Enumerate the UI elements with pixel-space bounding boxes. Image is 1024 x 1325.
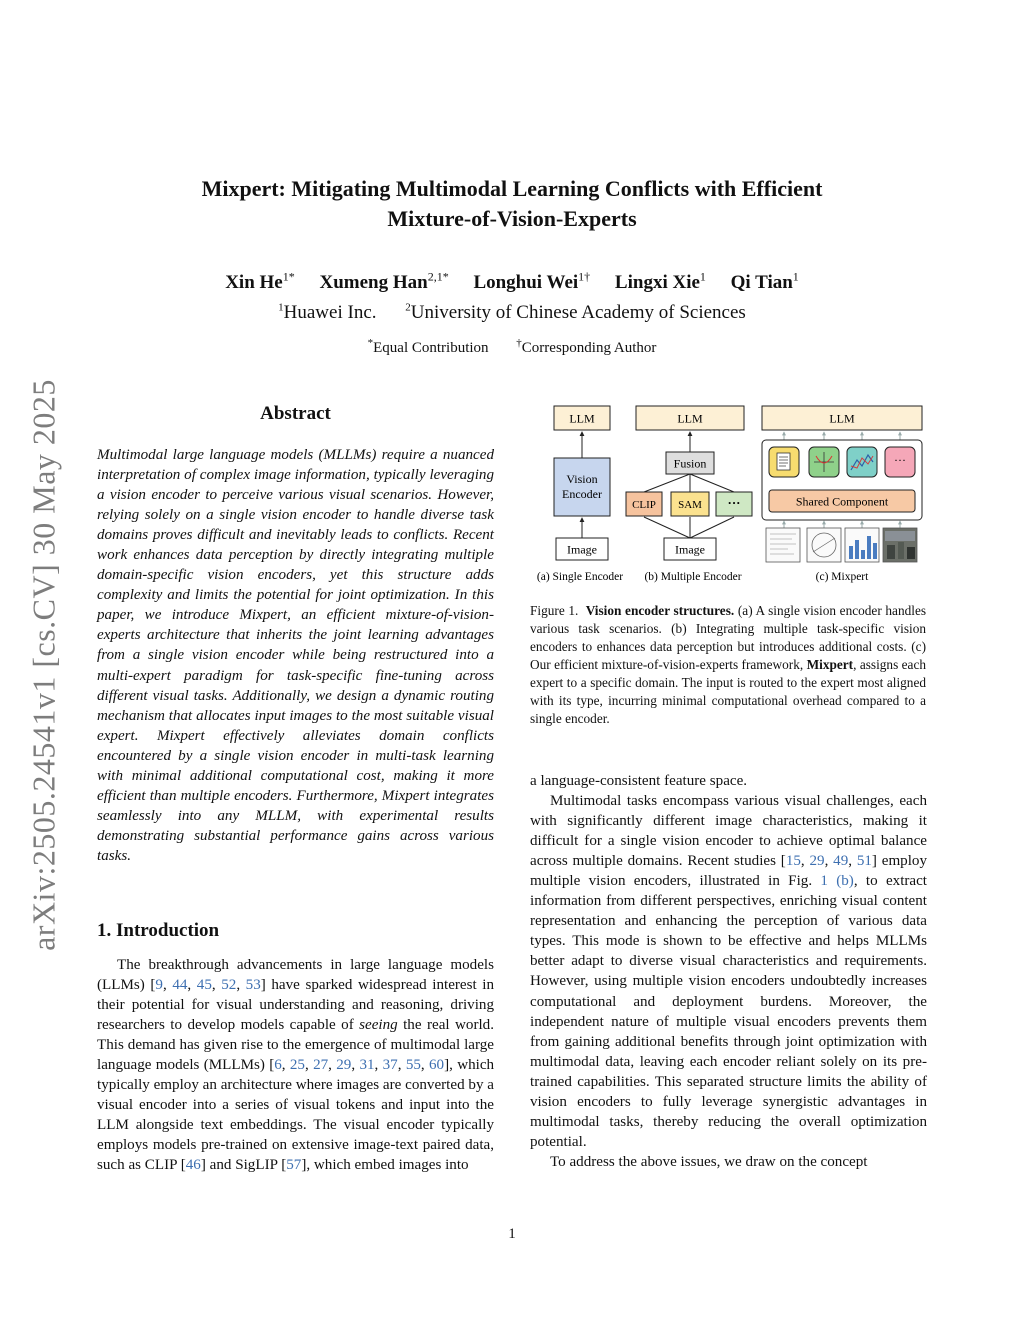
text-run: Multimodal tasks encompass various visual challenges, each with significantly different image characteristics, making it difficult for a single vision encoder to achieve optimal balance across multiple domains. Recent studies [ [530,793,927,870]
citation-link[interactable]: 31 [359,1057,375,1074]
text-run: ] have sparked widespread interest in their potential for visual understanding and reasoning, driving researchers to develop models capable of [97,977,495,1034]
page-number: 1 [508,1226,516,1242]
other-encoder-label: ··· [727,495,741,510]
citation-link[interactable]: 27 [313,1057,329,1074]
text-run: ], which embed images into [301,1157,469,1174]
citation-link[interactable]: 15 [785,853,801,870]
note-text: Corresponding Author [521,340,657,356]
author [615,272,706,293]
figure-number: Figure 1. [530,603,579,618]
citation-link[interactable]: 49 [833,853,849,870]
clip-label: CLIP [632,499,656,511]
image-label: Image [567,542,597,557]
paragraph: To address the above issues, we draw on the concept [550,1153,868,1170]
encoder-label-line1: Vision [566,472,598,486]
author-mark: 1 [792,270,799,284]
author [731,272,799,293]
introduction-body [97,955,494,1176]
fusion-label: Fusion [673,456,707,471]
caption-mixpert: Mixpert [806,657,854,672]
note-mark: * [367,337,374,349]
citation-link[interactable]: 46 [185,1157,201,1174]
citation-link[interactable]: 6 [274,1057,282,1074]
note-mark: † [516,337,522,349]
affiliation-name: Huawei Inc. [283,302,377,324]
text-run: , to extract information from different perspectives, enriching visual content representation and enhancing the perception of various data types. This mode is shown to be effective and helps MLLMs better adapt to diverse visual characteristics and requirements. However, using multiple vision encoders undoubtedly increases computational and deployment burdens. Moreover, the independent nature of multiple visual encoders prevents them from gaining additional benefits through joint optimization with multimodal data, leaving each encoder reliant solely on its pre-trained capabilities. This separated structure limits the ability of vision encoders to fully leverage synergistic advantages in multimodal tasks, thereby reducing the overall optimization potential. [530,873,928,1150]
author-name: Longhui Wei [473,272,579,294]
caption-text: , assigns each expert to a specific domain. The input is routed to the expert most aligned with its type, incurring minimal computational overhead compared to a single encoder. [530,657,926,726]
arxiv-stamp-text: arXiv:2505.24541v1 [cs.CV] 30 May 2025 [25,379,62,951]
intro-paragraph: The breakthrough advancements in large language models (LLMs) [9, 44, 45, 52, 53] have sparked widespread interest in their potential for visual understanding and reasoning, driving researchers to develop models capable of seeing the real world. This demand has given rise to the emergence of multimodal large language models (MLLMs) [6, 25, 27, 29, 31, 37, 55, 60], which typically employ an architecture where images are converted by a visual encoder into a series of visual tokens and input into the LLM alongside text embeddings. The visual encoder typically employs models pre-trained on extensive image-text paired data, such as CLIP [46] and SigLIP [57], which embed images into [97,957,495,1174]
affiliation-name: University of Chinese Academy of Sciences [410,302,746,324]
paragraph: Multimodal tasks encompass various visual challenges, each with significantly different image characteristics, making it difficult for a single vision encoder to achieve optimal balance across multiple domains. Recent studies [15, 29, 49, 51] employ multiple vision encoders, illustrated in Fig. 1 (b), to extract information from different perspectives, enriching visual content representation and enhancing the perception of various data types. This mode is shown to be effective and helps MLLMs better adapt to diverse visual characteristics and requirements. However, using multiple vision encoders undoubtedly increases computational and deployment burdens. Moreover, the independent nature of multiple visual encoders prevents them from gaining additional benefits through joint optimization with multimodal data, leaving each encoder reliant solely on its pre-trained capabilities. This separated structure limits the ability of vision encoders to fully leverage synergistic advantages in multimodal tasks, thereby reducing the overall optimization potential. [530,793,928,1150]
abstract-body [97,445,494,866]
right-column-body [530,771,927,1172]
document-image-thumbnail [766,528,800,562]
author-mark: 2,1* [427,270,449,284]
citation-link[interactable]: 51 [856,853,872,870]
figure-reference-link[interactable]: 1 (b) [820,873,854,890]
connector [644,474,690,492]
connector [690,517,734,538]
affiliation-mark: 2 [405,302,411,314]
panel-b-multiple-encoder [626,406,752,583]
document-icon [777,453,790,470]
note-text: Equal Contribution [373,340,489,356]
paper-title [0,174,1024,234]
sam-label: SAM [678,499,702,511]
citation-link[interactable]: 37 [382,1057,398,1074]
caption-text: (a) A single vision encoder handles various task scenarios. (b) Integrating multiple task-specific vision encoders to enhances data perception but introduces additional costs. (c) Our efficient mixture-of-vision-experts framework, [530,603,927,672]
image-label: Image [675,542,705,557]
panel-a-single-encoder [537,406,623,583]
llm-label: LLM [569,411,595,426]
text-run: The breakthrough advancements in large language models (LLMs) [ [97,957,494,994]
affiliation [405,302,746,323]
shared-component-label: Shared Component [795,494,889,509]
affiliation-mark: 1 [278,302,284,314]
note [516,337,657,356]
emphasis: seeing [359,1017,398,1034]
text-run: ], which typically employ an architecture where images are converted by a visual encoder into a series of visual tokens and input into the LLM alongside text embeddings. The visual encoder typically employs models pre-trained on extensive image-text paired data, such as CLIP [ [97,1057,495,1174]
citation-link[interactable]: 52 [221,977,237,994]
citation-link[interactable]: 55 [405,1057,421,1074]
arxiv-stamp [18,370,70,960]
caption-bold: Vision encoder structures. [585,603,735,618]
author-name: Qi Tian [730,272,793,294]
author-mark: 1* [282,270,295,284]
other-expert-label: ··· [894,453,906,467]
citation-link[interactable]: 44 [172,977,188,994]
abstract-heading: Abstract [260,403,331,424]
continued-paragraph: a language-consistent feature space. [530,773,748,789]
author-mark: 1† [578,270,591,284]
author-list [0,270,1024,294]
citation-link[interactable]: 25 [289,1057,305,1074]
text-run: the real world. This demand has given rise to the emergence of multimodal large language models (MLLMs) [ [97,1017,494,1074]
encoder-label-line2: Encoder [562,487,602,501]
llm-label: LLM [829,411,855,426]
figure-1-caption [530,602,926,728]
panel-c-caption: (c) Mixpert [815,571,869,583]
affiliations [0,302,1024,324]
text-run: ] employ multiple vision encoders, illustrated in Fig. [530,853,928,890]
note [367,337,489,356]
title-line-1: Mixpert: Mitigating Multimodal Learning Conflicts with Efficient [201,176,823,201]
llm-label: LLM [677,411,703,426]
author-mark: 1 [699,270,706,284]
panel-c-mixpert [762,406,922,583]
affiliation [278,302,376,323]
author [473,272,590,293]
section-heading-introduction: 1. Introduction [97,920,220,941]
citation-link[interactable]: 45 [196,977,212,994]
citation-link[interactable]: 29 [809,853,825,870]
citation-link[interactable]: 60 [429,1057,445,1074]
citation-link[interactable]: 29 [336,1057,352,1074]
connector [644,517,690,538]
panel-b-caption: (b) Multiple Encoder [644,571,742,583]
author [319,272,448,293]
abstract-text: Multimodal large language models (MLLMs) require a nuanced interpretation of complex image information, typically leveraging a vision encoder to perceive various visual scenarios. However, relying solely on a single vision encoder to handle diverse task domains proves difficult and inevitably leads to conflicts. Recent work enhances data perception by directly integrating multiple domain-specific vision encoders, yet this structure adds complexity and limits the potential for joint optimization. In this paper, we introduce Mixpert, an efficient mixture-of-vision-experts architecture that inherits the joint learning advantages from a single vision encoder while being restructured into a multi-expert paradigm for task-specific fine-tuning across different visual tasks. Additionally, we design a dynamic routing mechanism that allocates input images to the most suitable visual expert. Mixpert effectively alleviates domain conflicts encountered by a single vision encoder in multi-task learning with minimal additional computational cost, making it more efficient than multiple encoders. Furthermore, Mixpert integrates seamlessly into any MLLM, with experimental results demonstrating substantial performance gains across various tasks. [97,447,494,864]
author [225,272,295,293]
figure-1 [530,400,926,590]
citation-link[interactable]: 53 [245,977,261,994]
author-name: Xin He [225,272,283,294]
connector [690,474,734,492]
author-notes [0,337,1024,357]
author-name: Xumeng Han [319,272,428,294]
citation-link[interactable]: 57 [286,1157,302,1174]
author-name: Lingxi Xie [614,272,700,294]
citation-link[interactable]: 9 [155,977,163,994]
text-run: ] and SigLIP [ [200,1157,287,1174]
title-line-2: Mixture-of-Vision-Experts [387,206,637,231]
panel-a-caption: (a) Single Encoder [536,571,624,583]
